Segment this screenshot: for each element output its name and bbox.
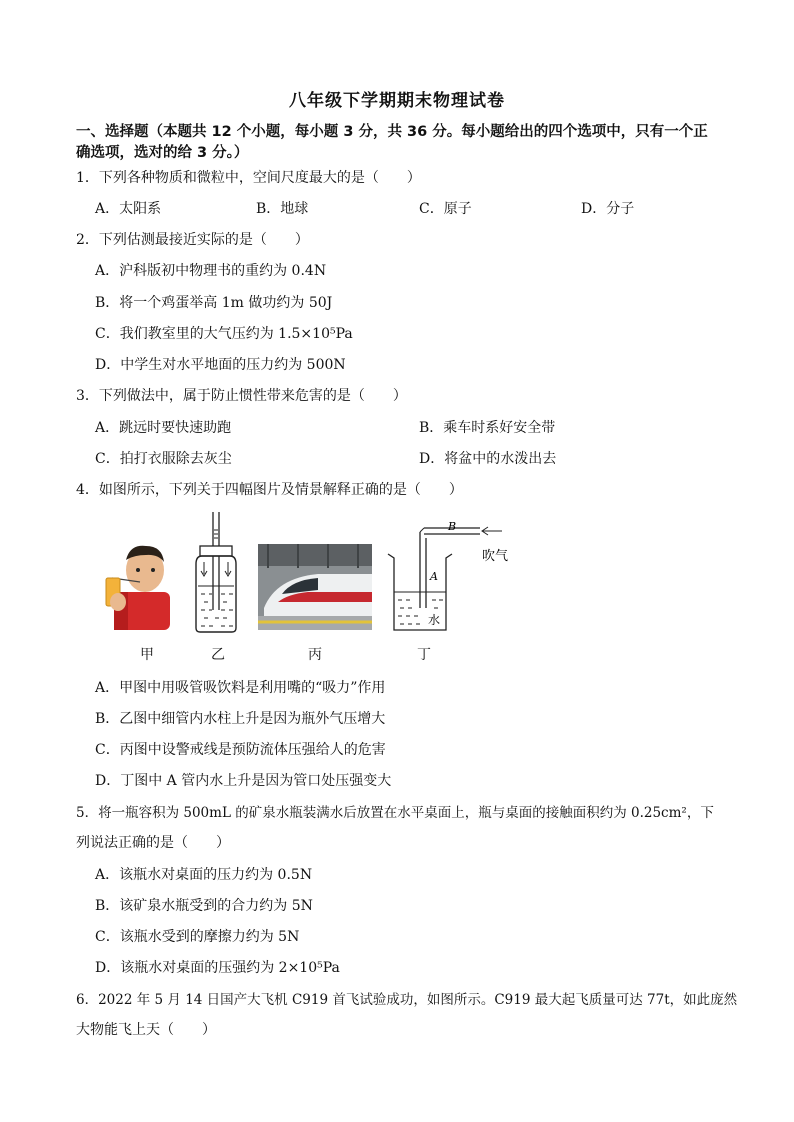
exam-title: 八年级下学期期末物理试卷: [289, 91, 505, 111]
figure-beaker-tubes: [384, 518, 520, 632]
question-4-option-a: A．甲图中用吸管吸饮料是利用嘴的“吸力”作用: [95, 680, 386, 696]
label-b: B: [448, 520, 457, 533]
question-6-stem-line1: 6．2022 年 5 月 14 日国产大飞机 C919 首飞试验成功，如图所示。C919 最大起飞质量可达 77t，如此庞然: [76, 992, 738, 1008]
figure-caption-bing: 丙: [308, 647, 322, 663]
question-3-option-a: A．跳远时要快速助跑: [95, 420, 232, 436]
figure-caption-ding: 丁: [417, 647, 431, 663]
question-2-option-b: B．将一个鸡蛋举高 1m 做功约为 50J: [95, 295, 333, 311]
question-5-option-c: C．该瓶水受到的摩擦力约为 5N: [95, 929, 300, 945]
question-4-option-d: D．丁图中 A 管内水上升是因为管口处压强变大: [95, 773, 392, 789]
question-5-option-b: B．该矿泉水瓶受到的合力约为 5N: [95, 898, 313, 914]
question-1-stem: 1．下列各种物质和微粒中，空间尺度最大的是（ ）: [76, 170, 421, 186]
label-blow: 吹气: [482, 549, 509, 564]
question-3-option-c: C．拍打衣服除去灰尘: [95, 451, 232, 467]
question-1-option-d: D．分子: [581, 201, 635, 217]
question-2-option-d: D．中学生对水平地面的压力约为 500N: [95, 357, 346, 373]
question-2-stem: 2．下列估测最接近实际的是（ ）: [76, 232, 309, 248]
question-3-option-d: D．将盆中的水泼出去: [419, 451, 557, 467]
section-heading-line1: 一、选择题（本题共 12 个小题，每小题 3 分，共 36 分。每小题给出的四个选项中，只有一个正: [76, 124, 708, 140]
figure-high-speed-train: [258, 544, 372, 630]
figure-caption-yi: 乙: [211, 647, 225, 663]
question-5-stem-line1: 5．将一瓶容积为 500mL 的矿泉水瓶装满水后放置在水平桌面上，瓶与桌面的接触面积约为 0.25cm²，下: [76, 805, 714, 821]
section-heading-line2: 确选项，选对的给 3 分。）: [76, 145, 249, 161]
figure-caption-jia: 甲: [140, 647, 154, 663]
question-1-option-c: C．原子: [419, 201, 472, 217]
question-3-option-b: B．乘车时系好安全带: [419, 420, 556, 436]
question-6-stem-line2: 大物能飞上天（ ）: [76, 1022, 216, 1038]
question-1-option-b: B．地球: [256, 201, 309, 217]
question-2-option-c: C．我们教室里的大气压约为 1.5×10⁵Pa: [95, 326, 353, 342]
question-3-stem: 3．下列做法中，属于防止惯性带来危害的是（ ）: [76, 388, 407, 404]
question-4-option-c: C．丙图中设警戒线是预防流体压强给人的危害: [95, 742, 386, 758]
question-2-option-a: A．沪科版初中物理书的重约为 0.4N: [95, 263, 327, 279]
figure-bottle-tube: [188, 510, 244, 634]
figure-boy-drinking: [100, 538, 180, 630]
question-5-stem-line2: 列说法正确的是（ ）: [76, 835, 230, 851]
question-4-stem: 4．如图所示，下列关于四幅图片及情景解释正确的是（ ）: [76, 482, 463, 498]
label-a: A: [430, 570, 438, 583]
label-water: 水: [428, 613, 441, 627]
question-5-option-a: A．该瓶水对桌面的压力约为 0.5N: [95, 867, 313, 883]
question-1-option-a: A．太阳系: [95, 201, 162, 217]
question-5-option-d: D．该瓶水对桌面的压强约为 2×10⁵Pa: [95, 960, 340, 976]
question-4-option-b: B．乙图中细管内水柱上升是因为瓶外气压增大: [95, 711, 386, 727]
